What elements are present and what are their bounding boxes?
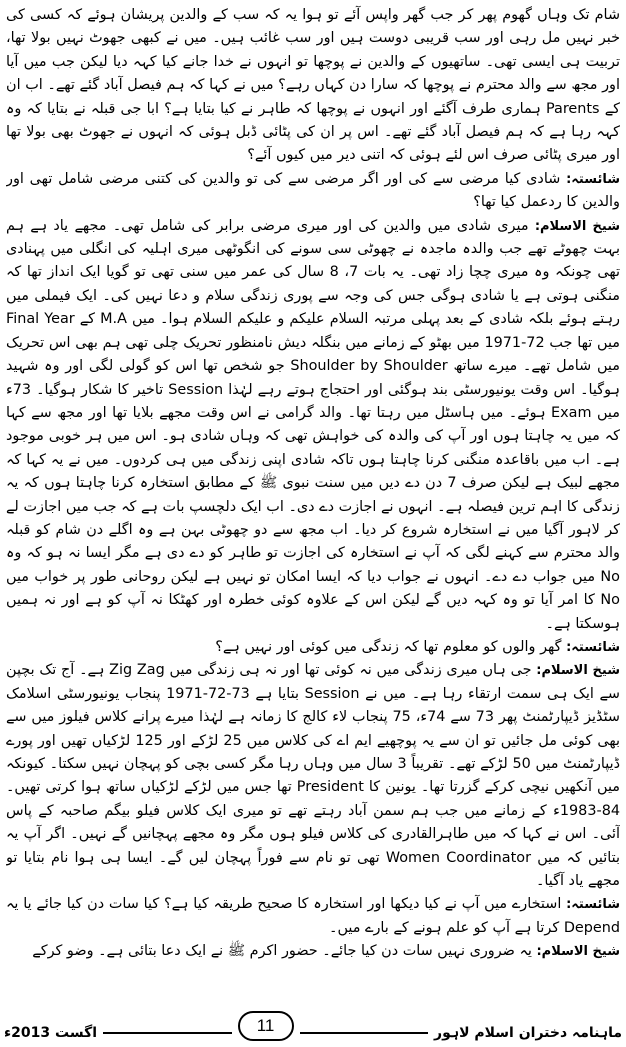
speaker-label: شائستہ: bbox=[566, 171, 620, 187]
paragraph-4 bbox=[6, 636, 620, 659]
paragraph-7 bbox=[6, 940, 620, 963]
paragraph-text: میری شادی میں والدین کی اور میری مرضی برابر کی شامل تھی۔ مجھے یاد ہے ہم بہت چھوٹے تھے جب والدہ ماجدہ نے چھوٹی سی سونے کی انگوٹھی میری اہلیہ کی انگلی میں پہنادی تھی چونکہ وہ میری چچا زاد تھی۔ یہ بات 7، 8 سال کی عمر میں سنی تھی تو گویا ایک انداز تھا کہ منگنی ہوتی ہے یا شادی ہوگی جس کی وجہ سے پوری زندگی سلام و دعا نہیں کی۔ ایک فیملی میں رہتے ہوئے بلکہ شادی کے بعد پہلی مرتبہ السلام علیکم و علیکم السلام ہوا۔ میں M.A کے Final Year میں تھا جب 72-1971 میں بھٹو کے زمانے میں بنگلہ دیش نامنظور تحریک چلی تھی ہم بھی اس تحریک میں شامل تھے۔ میرے ساتھ Shoulder by Shoulder جو شخص تھا اس کو گولی لگی اور وہ شہید ہوگیا۔ اس وقت یونیورسٹی بند ہوگئی اور احتجاج ہوتے رہے لہٰذا Session تاخیر کا شکار ہوگیا۔ 73ء میں Exam ہوئے۔ میں ہاسٹل میں رہتا تھا۔ والد گرامی نے اس وقت مجھے بلایا تھا اور مجھ سے کہا کہ میں یہ چاہتا ہوں اور آپ کی والدہ کی خواہش تھی کہ وہاں شادی ہو۔ اس میں ہر خوبی موجود ہے۔ اب میں باقاعدہ منگنی کرنا چاہتا ہوں تاکہ شادی اپنی زندگی میں ہی کردوں۔ میں نے یہ کہا کہ مجھے لبیک ہے لیکن صرف 7 دن دے دیں میں سنت نبوی ﷺ کے مطابق استخارہ کرنا چاہتا ہوں کہ یہ زندگی کا اہم ترین فیصلہ ہے۔ انہوں نے اجازت دے دی۔ اب ایک دلچسپ بات ہے کہ جب میں اجازت لے کر لاہور آگیا میں نے استخارہ شروع کر دیا۔ اب مجھ سے دو چھوٹی بہن ہے وہ اگلے دن شام کو قبلہ والد محترم سے کہنے لگی کہ آپ نے استخارہ کی اجازت تو طاہر کو دے دی ہے مگر ایسا نہ ہو کہ وہ No میں جواب دے دے۔ انہوں نے جواب دیا کہ ایسا امکان تو نہیں ہے لیکن روحانی طور پر خواب میں No کا امر آیا تو وہ کہہ دیں گے لیکن اس کے علاوہ کوئی خطرہ اور کھٹکا نہ آپ کو ہے اور نہ ہمیں ہوسکتا ہے۔ bbox=[6, 217, 620, 632]
footer-rule bbox=[300, 1032, 429, 1034]
paragraph-text: شادی کیا مرضی سے کی اور اگر مرضی سے کی تو والدین کی کتنی مرضی شامل تھی اور والدین کا ردعمل کیا تھا؟ bbox=[6, 170, 620, 211]
paragraph-3 bbox=[6, 215, 620, 636]
page-number-badge bbox=[238, 1011, 294, 1041]
issue-date: اگست 2013ء bbox=[4, 1025, 98, 1041]
paragraph-text: جی ہاں میری زندگی میں نہ کوئی تھا اور نہ ہی زندگی میں Zig Zag ہے۔ آج تک بچپن سے ایک ہی سمت ارتقاء رہا ہے۔ میں نے Session بتایا ہے 73-72-1971 پنجاب یونیورسٹی اسلامک سٹڈیز ڈیپارٹمنٹ پھر 73 سے 74ء، 75 پنجاب لاء کالج کا زمانہ ہے لہٰذا میرے پرانے کلاس فیلوز میں سے بھی کوئی مل جائیں تو ان سے یہ پوچھیے ایم اے کی کلاس میں 25 لڑکے اور 125 لڑکیاں تھیں اور پورے ڈیپارٹمنٹ میں 50 لڑکے تھے۔ تقریباً 3 سال میں وہاں رہا مگر کسی بچی کو پہچان نہیں سکتا۔ کیونکہ میں آنکھیں نیچی کرکے گزرتا تھا۔ یونین کا President تھا جس میں لڑکے لڑکیاں ساتھ ہوا کرتی تھیں۔ 84-1983ء کے زمانے میں جب ہم سمن آباد رہتے تھے تو میری ایک کلاس فیلو بیگم صاحبہ کے پاس آئی۔ اس نے کہا کہ میں طاہرالقادری کی کلاس فیلو ہوں مگر وہ مجھے پہچانیں گے نہیں۔ اگر آپ یہ بتائیں کہ میں Women Coordinator تھی تو نام سے فوراً پہچان لیں گے۔ ایسا ہی ہوا نام بتایا تو مجھے یاد آگیا۔ bbox=[6, 662, 620, 890]
speaker-label: شیخ الاسلام: bbox=[536, 944, 620, 960]
footer-rule bbox=[103, 1032, 232, 1034]
speaker-label: شیخ الاسلام: bbox=[536, 663, 620, 679]
paragraph-1 bbox=[6, 4, 620, 168]
magazine-name: ماہنامہ دختران اسلام لاہور bbox=[434, 1025, 622, 1041]
paragraph-text: گھر والوں کو معلوم تھا کہ زندگی میں کوئی اور نہیں ہے؟ bbox=[215, 638, 562, 655]
paragraph-2 bbox=[6, 168, 620, 215]
speaker-label: شائستہ: bbox=[566, 639, 620, 655]
paragraph-text: شام تک وہاں گھوم پھر کر جب گھر واپس آئے تو ہوا یہ کہ سب کے والدین پریشان ہوئے کہ کسی کی خبر نہیں مل رہی اور سب قریبی دوست ہیں اور سب غائب ہیں۔ میں نے کبھی جھوٹ نہیں بولا تھا، تربیت ہی ایسی تھی۔ ساتھیوں کے والدین نے پوچھا تو انہوں نے خدا جانے کیا کہہ دیا لیکن جب میں آیا اور مجھ سے والد محترم نے پوچھا کہ سارا دن کہاں رہے؟ میں نے کہا کہ ہم فیصل آباد گئے تھے۔ اب ان کے Parents ہماری طرف آگئے اور انہوں نے پوچھا کہ طاہر نے کیا بتایا ہے؟ ابا جی قبلہ نے بتایا کہ وہ کہہ رہا ہے کہ ہم فیصل آباد گئے تھے۔ اس پر ان کی پٹائی ڈبل ہوئی کہ انہوں نے جھوٹ بھی بولا تھا اور میری پٹائی صرف اس لئے ہوئی کہ اتنی دیر میں کیوں آئے؟ bbox=[6, 7, 620, 164]
paragraph-text: استخارے میں آپ نے کیا دیکھا اور استخارہ کا صحیح طریقہ کیا ہے؟ کیا سات دن کیا جائے یا یہ Depend کرتا ہے آپ کو علم ہونے کے بارے میں۔ bbox=[6, 896, 620, 936]
speaker-label: شائستہ: bbox=[566, 897, 620, 913]
paragraph-6 bbox=[6, 893, 620, 940]
article-body bbox=[6, 4, 620, 999]
speaker-label: شیخ الاسلام: bbox=[534, 218, 620, 234]
page-footer bbox=[4, 1003, 622, 1041]
paragraph-5 bbox=[6, 659, 620, 893]
paragraph-text: یہ ضروری نہیں سات دن کیا جائے۔ حضور اکرم ﷺ نے ایک دعا بتائی ہے۔ وضو کرکے bbox=[32, 943, 532, 960]
page-number: 11 bbox=[256, 1016, 275, 1035]
